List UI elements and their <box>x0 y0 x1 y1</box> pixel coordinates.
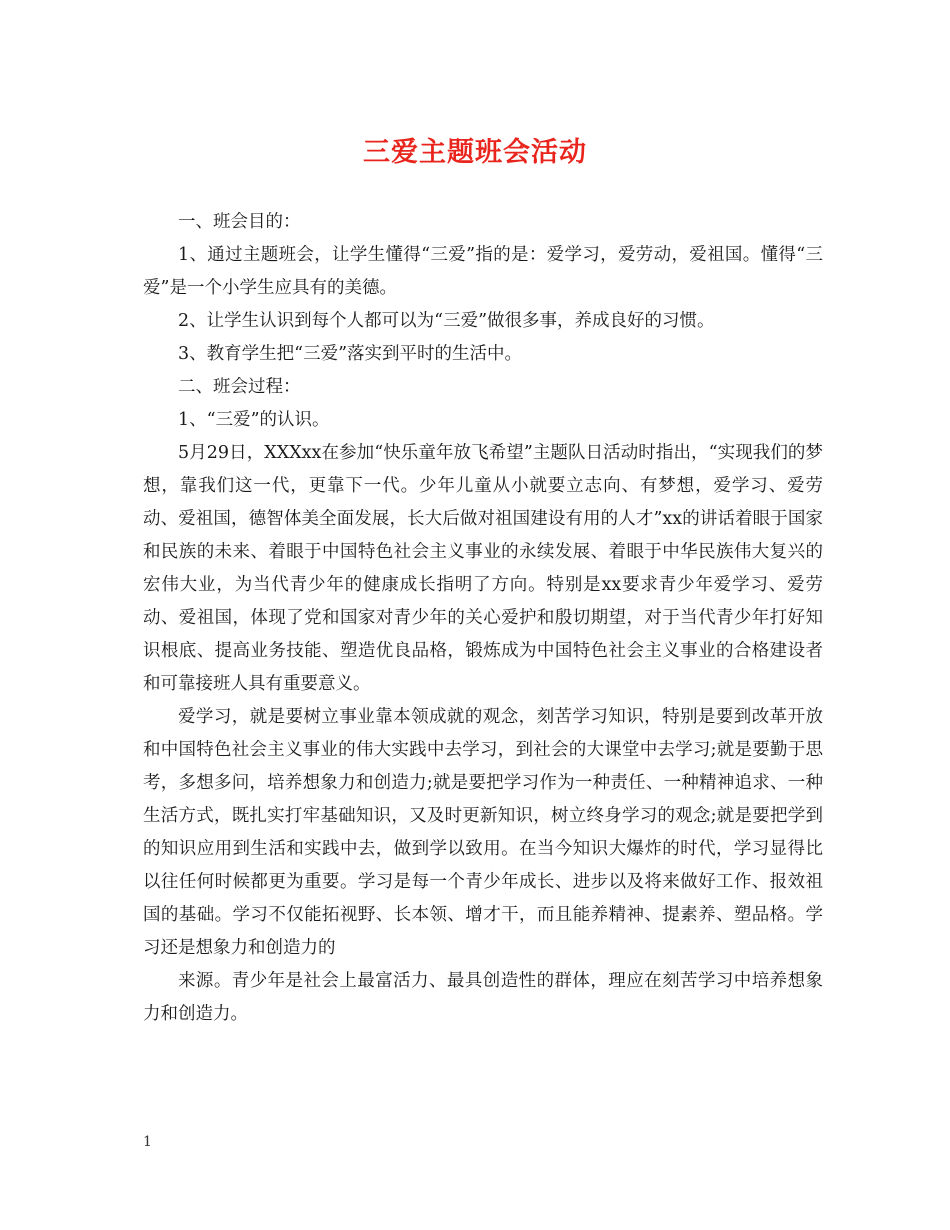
body-paragraph: 爱学习，就是要树立事业靠本领成就的观念，刻苦学习知识，特别是要到改革开放和中国特色社会主义事业的伟大实践中去学习，到社会的大课堂中去学习;就是要勤于思考，多想多问，培养想象力和创造力;就是要把学习作为一种责任、一种精神追求、一种生活方式，既扎实打牢基础知识，又及时更新知识，树立终身学习的观念;就是要把学到的知识应用到生活和实践中去，做到学以致用。在当今知识大爆炸的时代，学习显得比以往任何时候都更为重要。学习是每一个青少年成长、进步以及将来做好工作、报效祖国的基础。学习不仅能拓视野、长本领、增才干，而且能养精神、提素养、塑品格。学习还是想象力和创造力的 <box>143 707 823 958</box>
document-title: 三爱主题班会活动 <box>363 137 587 168</box>
body-paragraph: 来源。青少年是社会上最富活力、最具创造性的群体，理应在刻苦学习中培养想象力和创造力。 <box>143 971 823 1024</box>
purpose-item-3: 3、教育学生把“三爱”落实到平时的生活中。 <box>178 344 523 364</box>
purpose-item-2: 2、让学生认识到每个人都可以为“三爱”做很多事，养成良好的习惯。 <box>178 311 715 331</box>
section-heading-process: 二、班会过程： <box>178 377 301 397</box>
page-number: 1 <box>143 1134 152 1150</box>
purpose-item-1: 1、通过主题班会，让学生懂得“三爱”指的是：爱学习，爱劳动，爱祖国。懂得“三爱”是一个小学生应具有的美德。 <box>143 245 823 298</box>
document-body <box>143 206 823 1031</box>
process-item-1: 1、“三爱”的认识。 <box>178 410 330 430</box>
body-paragraph: 5月29日，XXXxx在参加“快乐童年放飞希望”主题队日活动时指出，“实现我们的梦想，靠我们这一代，更靠下一代。少年儿童从小就要立志向、有梦想，爱学习、爱劳动、爱祖国，德智体美全面发展，长大后做对祖国建设有用的人才”xx的讲话着眼于国家和民族的未来、着眼于中国特色社会主义事业的永续发展、着眼于中华民族伟大复兴的宏伟大业，为当代青少年的健康成长指明了方向。特别是xx要求青少年爱学习、爱劳动、爱祖国，体现了党和国家对青少年的关心爱护和殷切期望，对于当代青少年打好知识根底、提高业务技能、塑造优良品格，锻炼成为中国特色社会主义事业的合格建设者和可靠接班人具有重要意义。 <box>143 443 823 694</box>
section-heading-purpose: 一、班会目的： <box>178 212 301 232</box>
